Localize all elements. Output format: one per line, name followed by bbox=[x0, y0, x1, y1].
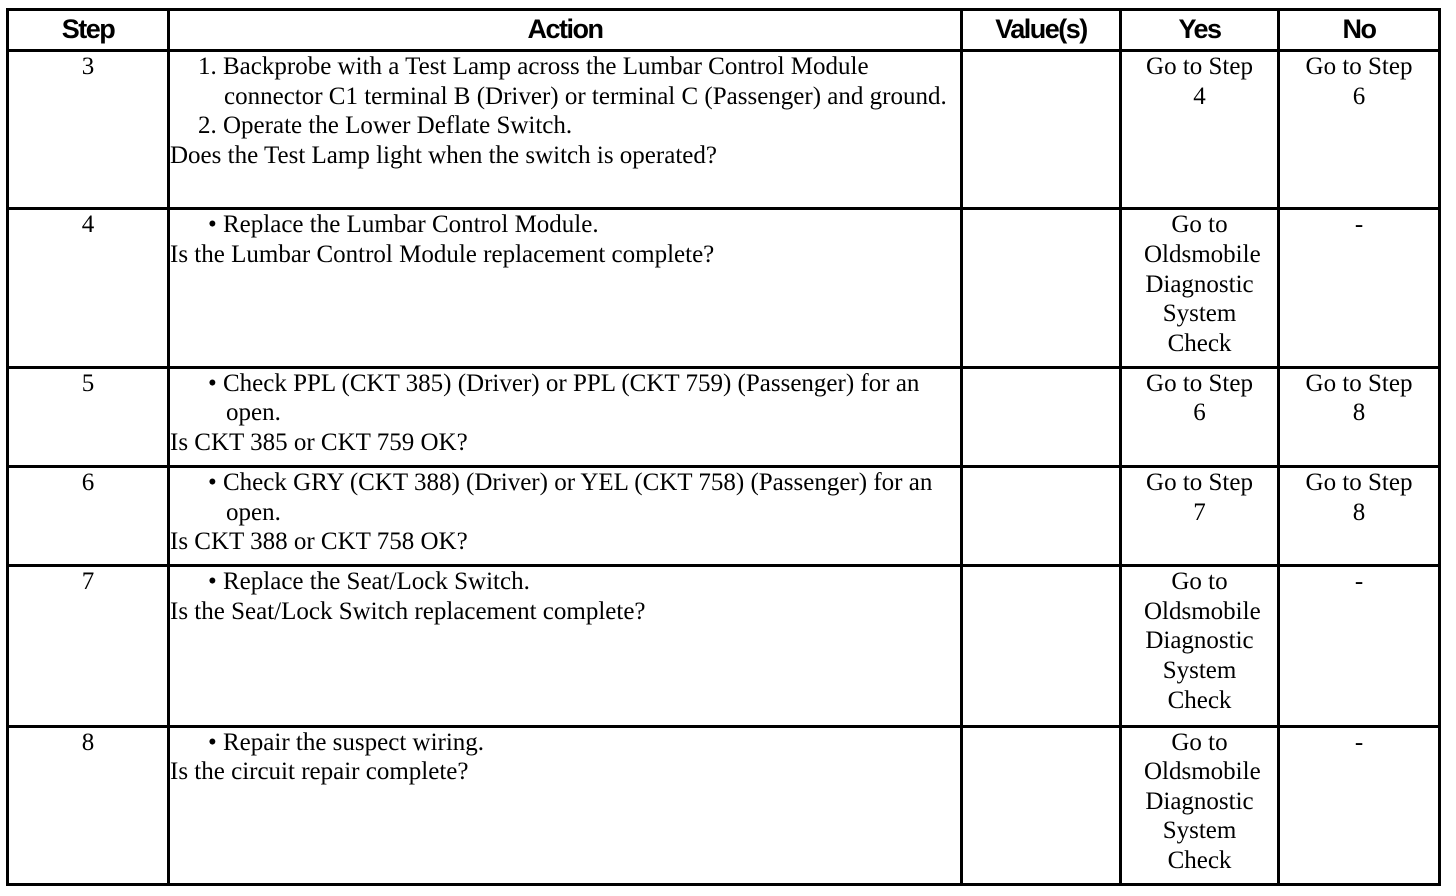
action-question: Is the Seat/Lock Switch replacement complete? bbox=[170, 597, 646, 625]
values-cell bbox=[962, 209, 1121, 367]
action-item: 1. Backprobe with a Test Lamp across the Lumbar Control Module connector C1 terminal B (Driver) or terminal C (Passenger) and ground. bbox=[198, 53, 947, 110]
header-yes: Yes bbox=[1121, 10, 1279, 51]
bullet-list bbox=[170, 369, 960, 428]
bullet-list bbox=[170, 567, 960, 597]
table-body bbox=[8, 51, 1440, 885]
step-cell: 6 bbox=[8, 466, 169, 565]
header-step: Step bbox=[8, 10, 169, 51]
bullet-list bbox=[170, 728, 960, 758]
action-question: Is CKT 388 or CKT 758 OK? bbox=[170, 528, 468, 556]
no-cell: - bbox=[1279, 566, 1440, 726]
bullet-list bbox=[170, 210, 960, 240]
step-cell: 4 bbox=[8, 209, 169, 367]
values-cell bbox=[962, 51, 1121, 209]
step-cell: 3 bbox=[8, 51, 169, 209]
step-cell: 8 bbox=[8, 726, 169, 884]
yes-cell: Go to Step 4 bbox=[1121, 51, 1279, 209]
action-cell bbox=[169, 726, 962, 884]
table-row bbox=[8, 726, 1440, 884]
action-question: Is the circuit repair complete? bbox=[170, 758, 469, 786]
no-cell: - bbox=[1279, 726, 1440, 884]
yes-cell: Go to Step 7 bbox=[1121, 466, 1279, 565]
values-cell bbox=[962, 566, 1121, 726]
action-cell bbox=[169, 367, 962, 466]
no-cell: Go to Step 6 bbox=[1279, 51, 1440, 209]
action-cell bbox=[169, 209, 962, 367]
action-item: • Replace the Seat/Lock Switch. bbox=[208, 568, 530, 596]
action-question: Does the Test Lamp light when the switch is operated? bbox=[170, 141, 717, 169]
yes-cell: Go to Oldsmobile Diagnostic System Check bbox=[1121, 726, 1279, 884]
numbered-list bbox=[170, 52, 960, 141]
action-item: 2. Operate the Lower Deflate Switch. bbox=[198, 112, 573, 140]
action-cell bbox=[169, 466, 962, 565]
step-cell: 5 bbox=[8, 367, 169, 466]
values-cell bbox=[962, 367, 1121, 466]
yes-cell: Go to Oldsmobile Diagnostic System Check bbox=[1121, 209, 1279, 367]
table-row bbox=[8, 466, 1440, 565]
no-cell: - bbox=[1279, 209, 1440, 367]
action-item: • Replace the Lumbar Control Module. bbox=[208, 211, 599, 239]
header-row bbox=[8, 10, 1440, 51]
action-cell bbox=[169, 51, 962, 209]
action-question: Is CKT 385 or CKT 759 OK? bbox=[170, 428, 468, 456]
values-cell bbox=[962, 726, 1121, 884]
diagnostic-table bbox=[6, 8, 1441, 886]
table-row bbox=[8, 51, 1440, 209]
action-cell bbox=[169, 566, 962, 726]
header-values: Value(s) bbox=[962, 10, 1121, 51]
table-row bbox=[8, 566, 1440, 726]
table-row bbox=[8, 209, 1440, 367]
bullet-list bbox=[170, 468, 960, 527]
table-row bbox=[8, 367, 1440, 466]
yes-cell: Go to Oldsmobile Diagnostic System Check bbox=[1121, 566, 1279, 726]
no-cell: Go to Step 8 bbox=[1279, 466, 1440, 565]
action-item: • Check GRY (CKT 388) (Driver) or YEL (CKT 758) (Passenger) for an open. bbox=[208, 468, 933, 526]
yes-cell: Go to Step 6 bbox=[1121, 367, 1279, 466]
header-action: Action bbox=[169, 10, 962, 51]
values-cell bbox=[962, 466, 1121, 565]
step-cell: 7 bbox=[8, 566, 169, 726]
action-question: Is the Lumbar Control Module replacement complete? bbox=[170, 240, 715, 268]
no-cell: Go to Step 8 bbox=[1279, 367, 1440, 466]
header-no: No bbox=[1279, 10, 1440, 51]
action-item: • Check PPL (CKT 385) (Driver) or PPL (CKT 759) (Passenger) for an open. bbox=[208, 369, 920, 427]
action-item: • Repair the suspect wiring. bbox=[208, 728, 485, 756]
